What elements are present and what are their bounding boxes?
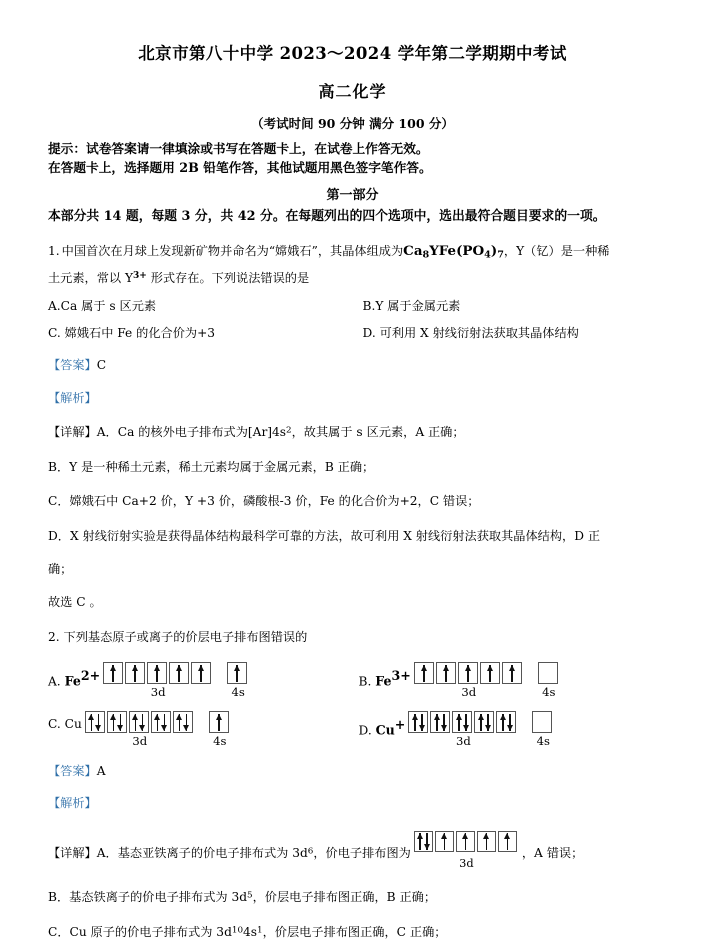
shell-label-4s: 4s: [213, 734, 227, 749]
up-arrow-icon: [132, 714, 138, 731]
orbital-box: [458, 662, 478, 684]
orbital-box: [107, 711, 127, 733]
orbital-box: [129, 711, 149, 733]
shell-label-4s: 4s: [231, 685, 245, 700]
orbital-box: [474, 711, 494, 733]
orbital-box: [103, 662, 123, 684]
down-arrow-icon: [161, 714, 167, 731]
option-b-captions: [414, 685, 560, 699]
part-one-description: 本部分共 14 题，每题 3 分，共 42 分。在每题列出的四个选项中，选出最符合题目要求的一项。: [48, 209, 606, 225]
orbital-box: [173, 711, 193, 733]
up-arrow-icon: [443, 665, 449, 682]
shell-label-3d: 3d: [150, 685, 166, 700]
orbital-box: [452, 711, 472, 733]
detail-label: 【详解】: [48, 424, 97, 439]
question-2-option-a[interactable]: [48, 662, 353, 699]
orbital-box: [477, 831, 496, 852]
orbital-box-empty: [532, 711, 552, 733]
shell-label-3d: 3d: [455, 734, 471, 749]
shell-label-3d: 3d: [459, 855, 474, 870]
question-1-answer: [48, 354, 657, 377]
orbital-box: [414, 662, 434, 684]
up-arrow-icon: [154, 665, 160, 682]
answer-value: A: [96, 764, 106, 779]
yttrium-ion-charge: 3+: [133, 271, 147, 282]
up-arrow-icon: [176, 714, 182, 731]
up-arrow-icon: [417, 833, 423, 850]
option-a-4s-orbital: [227, 662, 249, 684]
shell-label-4s: 4s: [536, 734, 550, 749]
exam-meta: （考试时间 90 分钟 满分 100 分）: [251, 115, 454, 131]
up-arrow-icon: [478, 714, 484, 731]
detail-label: 【详解】: [48, 845, 97, 860]
question-2-option-b[interactable]: [353, 662, 658, 699]
down-arrow-icon: [441, 714, 447, 731]
up-arrow-icon: [234, 665, 240, 682]
question-1-number: 1.: [48, 243, 60, 258]
question-2-detail-b: B．基态铁离子的价电子排布式为 $3d^5$，价层电子排布图正确，B 正确；: [48, 889, 437, 904]
question-1-analysis-label: 【解析】: [48, 390, 97, 405]
option-c-3d-orbitals: [85, 711, 195, 733]
notice-line-1: 提示：试卷答案请一律填涂或书写在答题卡上，在试卷上作答无效。: [48, 140, 429, 156]
up-arrow-icon: [88, 714, 94, 731]
orbital-box: [408, 711, 428, 733]
question-1-stem-line-2: 土元素，常以 $Y^{3+}$ 形式存在。下列说法错误的是: [48, 271, 310, 286]
down-arrow-icon: [485, 714, 491, 731]
ion-charge: 2+: [80, 668, 101, 684]
question-2-options-row-1: [48, 662, 657, 699]
ion-charge: +: [394, 717, 406, 733]
chemical-formula-chang-e-stone: $Ca_8YFe(PO_4)_7$: [403, 242, 504, 261]
option-b-3d-orbitals: [414, 662, 524, 684]
question-1-option-a[interactable]: A.Ca 属于 s 区元素: [48, 299, 157, 314]
orbital-box: [480, 662, 500, 684]
up-arrow-icon: [462, 833, 468, 850]
question-1-detail-d-line-1: D．X 射线衍射实验是获得晶体结构最科学可靠的方法，故可利用 X 射线衍射法获取其晶体结构，D 正: [48, 529, 601, 544]
orbital-box: [414, 831, 433, 852]
option-d-captions: [408, 734, 554, 748]
question-2-option-c[interactable]: [48, 711, 353, 748]
page-title: 北京市第八十中学 2023～2024 学年第二学期期中考试: [138, 44, 567, 63]
orbital-box: [435, 831, 454, 852]
question-1-detail-d-line-2: 确；: [48, 561, 73, 576]
up-arrow-icon: [504, 833, 510, 850]
question-2-options-row-2: [48, 711, 657, 748]
up-arrow-icon: [216, 714, 222, 731]
up-arrow-icon: [500, 714, 506, 731]
up-arrow-icon: [487, 665, 493, 682]
answer-label: 【答案】: [48, 358, 97, 373]
shell-label-4s: 4s: [542, 685, 556, 700]
question-2-analysis-label: 【解析】: [48, 796, 97, 811]
question-1-option-d[interactable]: D. 可利用 X 射线衍射法获取其晶体结构: [362, 326, 579, 341]
orbital-box: [436, 662, 456, 684]
up-arrow-icon: [110, 714, 116, 731]
answer-value: C: [96, 358, 107, 373]
subject-title: 高二化学: [318, 81, 387, 101]
question-1-detail-b: B．Y 是一种稀土元素，稀土元素均属于金属元素，B 正确；: [48, 459, 375, 474]
answer-label: 【答案】: [48, 764, 97, 779]
ion-charge: 3+: [391, 668, 411, 684]
up-arrow-icon: [456, 714, 462, 731]
option-a-3d-orbitals: [103, 662, 213, 684]
question-2-stem: 2. 下列基态原子或离子的价层电子排布图错误的: [48, 630, 308, 645]
option-b-4s-orbital: [538, 662, 560, 684]
orbital-box: [496, 711, 516, 733]
question-1-options-row-2: [48, 322, 657, 345]
option-b-label: B. $Fe^{3+}$: [358, 668, 411, 689]
orbital-box: [125, 662, 145, 684]
up-arrow-icon: [176, 665, 182, 682]
orbital-box: [430, 711, 450, 733]
option-d-3d-orbitals: [408, 711, 518, 733]
orbital-box: [227, 662, 247, 684]
question-2-detail-a: 【详解】A．基态亚铁离子的价电子排布式为 $3d^6$，价电子排布图为 3d ，A 错误；: [48, 832, 657, 875]
question-2-answer: [48, 760, 657, 783]
option-a-captions: [103, 685, 249, 699]
up-arrow-icon: [132, 665, 138, 682]
option-d-label: D. Cu+: [358, 717, 406, 738]
up-arrow-icon: [198, 665, 204, 682]
question-2-option-d[interactable]: [353, 711, 658, 748]
option-c-captions: [85, 734, 231, 748]
question-2-detail-c: C．Cu 原子的价电子排布式为 $3d^{10}4s^1$，价层电子排布图正确，C 正确；: [48, 924, 447, 939]
notice-line-2: 在答题卡上，选择题用 2B 铅笔作答，其他试题用黑色签字笔作答。: [48, 160, 432, 176]
question-1-stem-tail: ，Y（钇）是一种稀: [503, 243, 610, 258]
question-1-detail-a: 【详解】A．Ca 的核外电子排布式为$[Ar]4s^2$，故其属于 s 区元素，A 正确；: [48, 424, 465, 439]
up-arrow-icon: [434, 714, 440, 731]
up-arrow-icon: [421, 665, 427, 682]
question-1-option-c[interactable]: C. 嫦娥石中 Fe 的化合价为+3: [48, 326, 216, 341]
shell-label-3d: 3d: [461, 685, 477, 700]
shell-label-3d: 3d: [132, 734, 148, 749]
down-arrow-icon: [463, 714, 469, 731]
up-arrow-icon: [154, 714, 160, 731]
down-arrow-icon: [507, 714, 513, 731]
down-arrow-icon: [424, 833, 430, 850]
question-1-conclusion: 故选 C 。: [48, 594, 102, 609]
orbital-box: [191, 662, 211, 684]
up-arrow-icon: [110, 665, 116, 682]
inline-orbital-diagram-3d6: [414, 831, 519, 874]
orbital-box: [169, 662, 189, 684]
question-1-detail-c: C．嫦娥石中 Ca+2 价，Y +3 价，磷酸根-3 价，Fe 的化合价为+2，C 错误；: [48, 494, 480, 509]
option-d-4s-orbital: [532, 711, 554, 733]
up-arrow-icon: [509, 665, 515, 682]
up-arrow-icon: [483, 833, 489, 850]
orbital-box: [151, 711, 171, 733]
orbital-box-empty: [538, 662, 558, 684]
option-c-label: C. Cu: [48, 717, 82, 732]
up-arrow-icon: [465, 665, 471, 682]
question-1-stem: [48, 238, 657, 265]
option-a-label: A. $Fe^{2+}$: [48, 668, 101, 689]
question-1-options-row-1: [48, 295, 657, 318]
question-1-option-b[interactable]: B.Y 属于金属元素: [362, 299, 461, 314]
orbital-box: [456, 831, 475, 852]
question-1-stem-text: 中国首次在月球上发现新矿物并命名为“嫦娥石”，其晶体组成为: [61, 243, 404, 258]
up-arrow-icon: [412, 714, 418, 731]
orbital-box: [85, 711, 105, 733]
option-c-4s-orbital: [209, 711, 231, 733]
orbital-box: [147, 662, 167, 684]
down-arrow-icon: [95, 714, 101, 731]
orbital-box: [209, 711, 229, 733]
down-arrow-icon: [183, 714, 189, 731]
down-arrow-icon: [419, 714, 425, 731]
part-one-title: 第一部分: [326, 188, 379, 204]
down-arrow-icon: [117, 714, 123, 731]
orbital-box: [502, 662, 522, 684]
up-arrow-icon: [441, 833, 447, 850]
orbital-box: [498, 831, 517, 852]
down-arrow-icon: [139, 714, 145, 731]
